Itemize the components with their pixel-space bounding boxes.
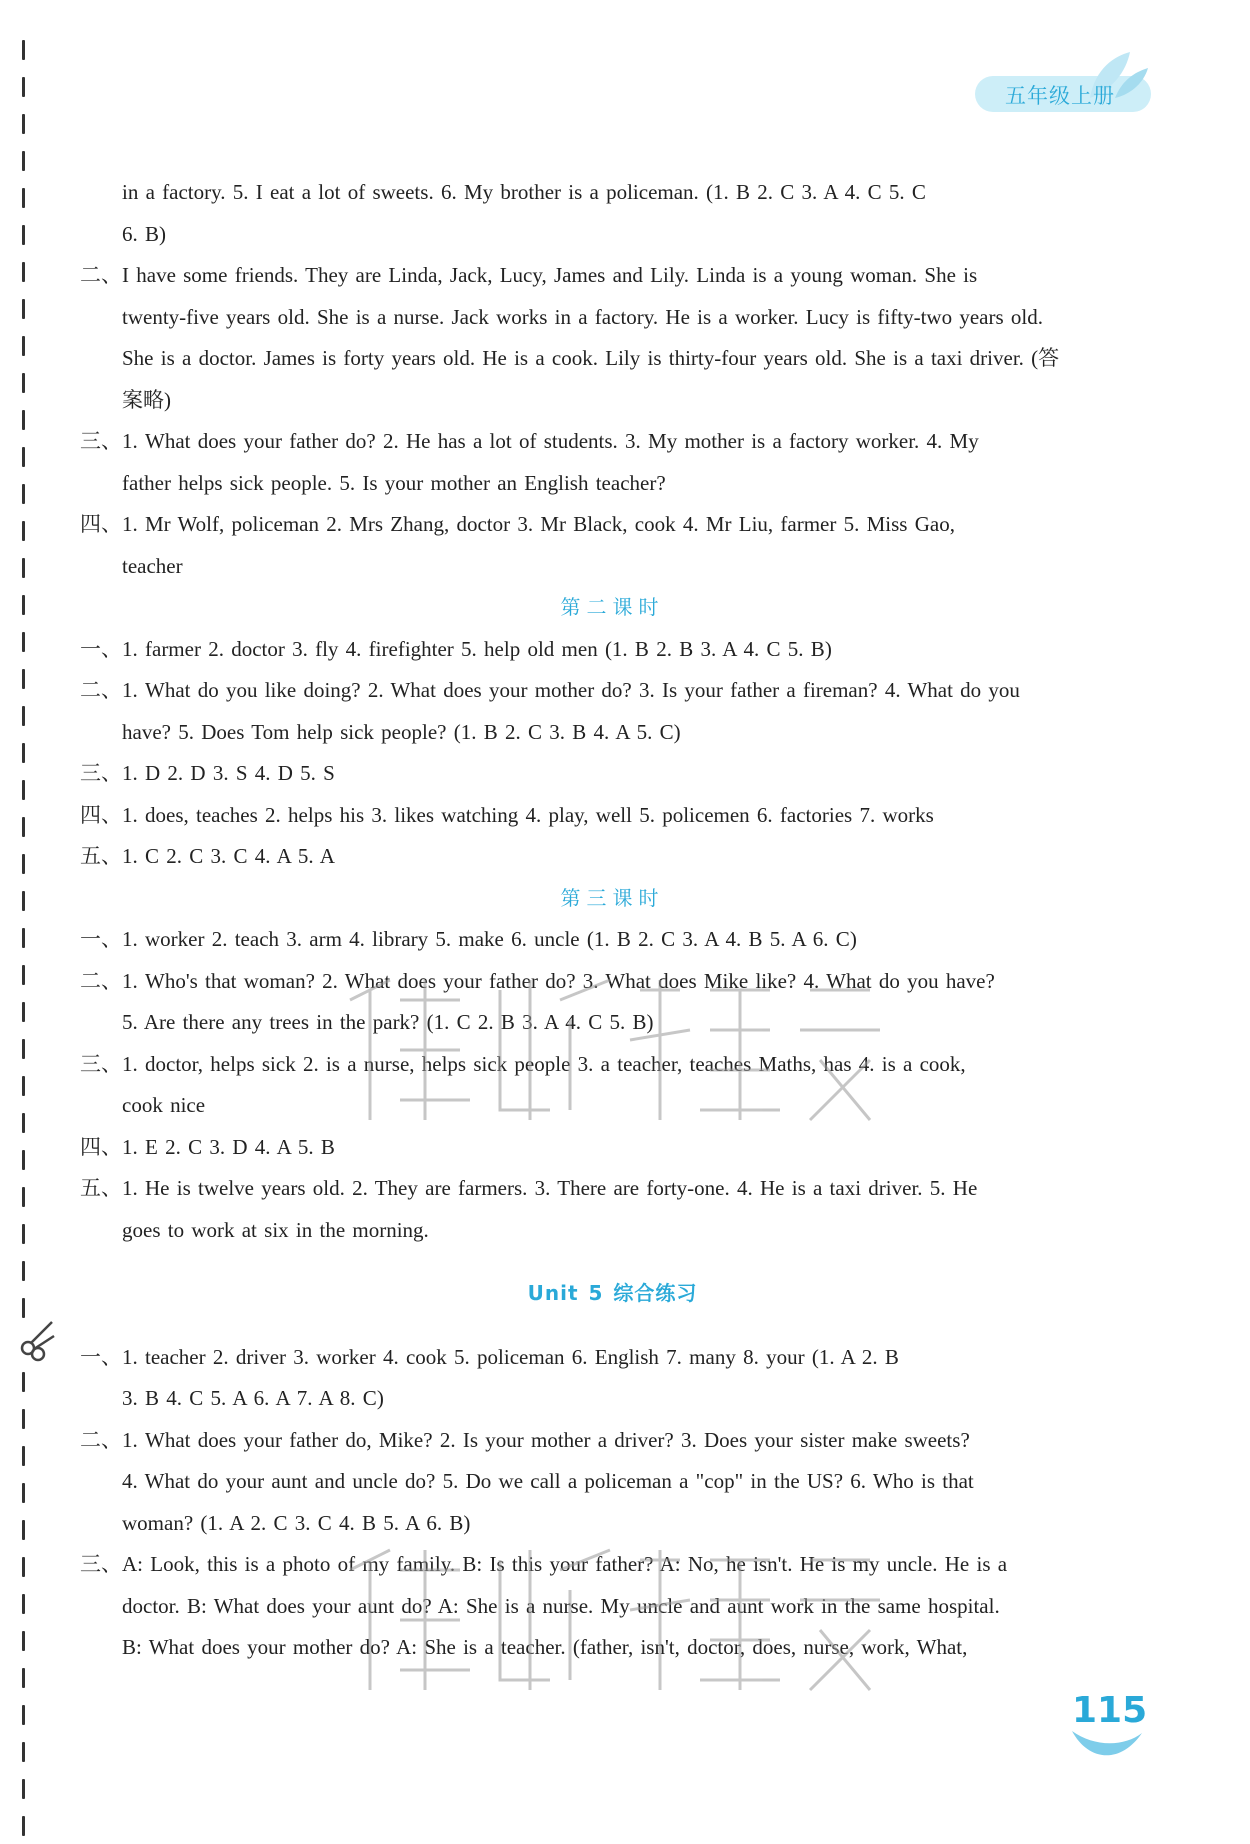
cut-line-dash: [22, 632, 25, 652]
text-line: 二、I have some friends. They are Linda, Jack, Lucy, James and Lily. Linda is a young woman. She is: [80, 263, 978, 287]
text-line: 6. B): [122, 221, 166, 246]
text-line: 五、1. He is twelve years old. 2. They are farmers. 3. There are forty-one. 4. He is a taxi driver. 5. He: [80, 1176, 978, 1200]
spacer: [80, 1251, 1145, 1273]
text-line: 二、1. Who's that woman? 2. What does your father do? 3. What does Mike like? 4. What do you have?: [80, 968, 995, 993]
cut-line-dash: [22, 225, 25, 245]
text-line: 四、1. does, teaches 2. helps his 3. likes watching 4. play, well 5. policemen 6. factories 7. works: [80, 802, 934, 827]
cut-line-dash: [22, 188, 25, 208]
text-line: She is a doctor. James is forty years old. He is a cook. Lily is thirty-four years old. She is a taxi driver. (答: [122, 346, 1060, 370]
cut-line-dash: [22, 1520, 25, 1540]
cut-line: [22, 40, 28, 1830]
cut-line-dash: [22, 262, 25, 282]
cut-line-dash: [22, 1483, 25, 1503]
text-line: teacher: [122, 553, 183, 578]
cut-line-dash: [22, 669, 25, 689]
cut-line-dash: [22, 706, 25, 726]
text-line: 二、1. What does your father do, Mike? 2. Is your mother a driver? 3. Does your sister make sweets?: [80, 1427, 970, 1452]
cut-line-dash: [22, 373, 25, 393]
cut-line-dash: [22, 1631, 25, 1651]
text-line: 三、A: Look, this is a photo of my family. B: Is this your father? A: No, he isn't. He is my uncle. He is a: [80, 1552, 1008, 1576]
text-line: father helps sick people. 5. Is your mother an English teacher?: [122, 470, 666, 495]
cut-line-dash: [22, 1039, 25, 1059]
text-line: 5. Are there any trees in the park? (1. C 2. B 3. A 4. C 5. B): [122, 1010, 654, 1034]
cut-line-dash: [22, 1409, 25, 1429]
cut-line-dash: [22, 40, 25, 60]
text-line: doctor. B: What does your aunt do? A: She is a nurse. My uncle and aunt work in the same hospital.: [122, 1593, 1000, 1618]
cut-line-dash: [22, 1779, 25, 1799]
text-line: 案略): [122, 387, 171, 412]
cut-line-dash: [22, 410, 25, 430]
cut-line-dash: [22, 928, 25, 948]
cut-line-dash: [22, 1076, 25, 1096]
cut-line-dash: [22, 558, 25, 578]
text-line: goes to work at six in the morning.: [122, 1217, 429, 1242]
text-line: have? 5. Does Tom help sick people? (1. B 2. C 3. B 4. A 5. C): [122, 719, 681, 744]
cut-line-dash: [22, 114, 25, 134]
cut-line-dash: [22, 780, 25, 800]
spacer: [80, 1315, 1145, 1337]
cut-line-dash: [22, 299, 25, 319]
cut-line-dash: [22, 1816, 25, 1836]
cut-line-dash: [22, 521, 25, 541]
text-line: 四、1. Mr Wolf, policeman 2. Mrs Zhang, doctor 3. Mr Black, cook 4. Mr Liu, farmer 5. Miss Gao,: [80, 512, 955, 536]
cut-line-dash: [22, 1594, 25, 1614]
text-line: in a factory. 5. I eat a lot of sweets. 6. My brother is a policeman. (1. B 2. C 3. A 4. C 5. C: [122, 180, 926, 204]
leaf-decoration-icon: [1068, 1725, 1146, 1765]
scissors-icon: [14, 1318, 56, 1362]
cut-line-dash: [22, 1261, 25, 1281]
answer-text: [80, 172, 1145, 1669]
text-line: 一、1. teacher 2. driver 3. worker 4. cook 5. policeman 6. English 7. many 8. your (1. A 2. B: [80, 1344, 899, 1369]
text-line: 3. B 4. C 5. A 6. A 7. A 8. C): [122, 1386, 384, 1410]
lesson-heading: 第二课时: [560, 595, 665, 619]
text-line: 三、1. What does your father do? 2. He has a lot of students. 3. My mother is a factory worker. 4. My: [80, 429, 979, 453]
cut-line-dash: [22, 1372, 25, 1392]
text-line: 4. What do your aunt and uncle do? 5. Do we call a policeman a "cop" in the US? 6. Who is that: [122, 1469, 974, 1493]
cut-line-dash: [22, 1298, 25, 1318]
cut-line-dash: [22, 1668, 25, 1688]
cut-line-dash: [22, 1446, 25, 1466]
cut-line-dash: [22, 1224, 25, 1244]
cut-line-dash: [22, 77, 25, 97]
cut-line-dash: [22, 151, 25, 171]
cut-line-dash: [22, 1150, 25, 1170]
cut-line-dash: [22, 447, 25, 467]
page-number: 115: [1072, 1690, 1148, 1731]
text-line: 一、1. farmer 2. doctor 3. fly 4. firefighter 5. help old men (1. B 2. B 3. A 4. C 5. B): [80, 636, 832, 661]
text-line: 三、1. D 2. D 3. S 4. D 5. S: [80, 761, 335, 785]
cut-line-dash: [22, 595, 25, 615]
cut-line-dash: [22, 484, 25, 504]
cut-line-dash: [22, 743, 25, 763]
cut-line-dash: [22, 1187, 25, 1207]
text-line: 三、1. doctor, helps sick 2. is a nurse, helps sick people 3. a teacher, teaches Maths, has 4. is a cook,: [80, 1051, 966, 1076]
text-line: woman? (1. A 2. C 3. C 4. B 5. A 6. B): [122, 1510, 471, 1535]
grade-label: 五年级上册: [1005, 84, 1115, 108]
cut-line-dash: [22, 1557, 25, 1577]
unit-heading: Unit 5 综合练习: [527, 1281, 698, 1305]
text-line: twenty-five years old. She is a nurse. Jack works in a factory. He is a worker. Lucy is fifty-two years old.: [122, 304, 1043, 329]
cut-line-dash: [22, 1002, 25, 1022]
text-line: cook nice: [122, 1093, 206, 1117]
cut-line-dash: [22, 1705, 25, 1725]
text-line: 四、1. E 2. C 3. D 4. A 5. B: [80, 1134, 335, 1159]
text-line: B: What does your mother do? A: She is a teacher. (father, isn't, doctor, does, nurse, work, What,: [122, 1635, 968, 1659]
cut-line-dash: [22, 1742, 25, 1762]
cut-line-dash: [22, 1113, 25, 1133]
text-line: 二、1. What do you like doing? 2. What does your mother do? 3. Is your father a fireman? 4. What do you: [80, 678, 1020, 702]
text-line: 五、1. C 2. C 3. C 4. A 5. A: [80, 844, 335, 868]
cut-line-dash: [22, 854, 25, 874]
text-line: 一、1. worker 2. teach 3. arm 4. library 5. make 6. uncle (1. B 2. C 3. A 4. B 5. A 6. C): [80, 927, 857, 951]
cut-line-dash: [22, 965, 25, 985]
lesson-heading: 第三课时: [560, 885, 665, 910]
cut-line-dash: [22, 336, 25, 356]
cut-line-dash: [22, 817, 25, 837]
cut-line-dash: [22, 891, 25, 911]
